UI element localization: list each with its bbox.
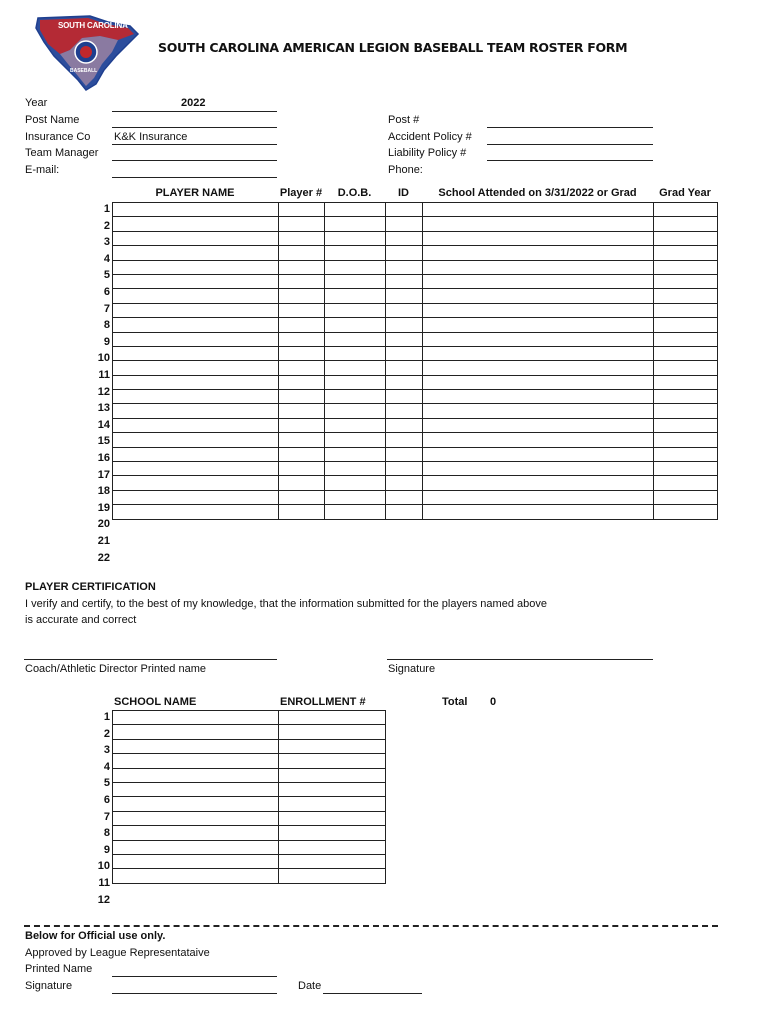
team-manager-label: Team Manager	[25, 147, 99, 159]
roster-cell[interactable]	[279, 433, 325, 447]
school-name-cell[interactable]	[113, 739, 279, 753]
roster-cell[interactable]	[423, 303, 654, 317]
roster-cell[interactable]	[423, 418, 654, 432]
roster-cell[interactable]	[423, 246, 654, 260]
school-name-cell[interactable]	[113, 754, 279, 768]
roster-cell[interactable]	[279, 246, 325, 260]
roster-cell[interactable]	[325, 231, 386, 245]
header-id: ID	[398, 187, 409, 199]
enrollment-cell[interactable]	[279, 854, 386, 868]
roster-cell[interactable]	[325, 203, 386, 217]
roster-cell[interactable]	[325, 476, 386, 490]
roster-row	[113, 289, 718, 303]
roster-cell[interactable]	[325, 447, 386, 461]
year-line	[112, 111, 277, 112]
roster-cell[interactable]	[654, 346, 718, 360]
roster-cell[interactable]	[325, 246, 386, 260]
roster-cell[interactable]	[279, 318, 325, 332]
roster-cell[interactable]	[279, 462, 325, 476]
roster-cell[interactable]	[279, 447, 325, 461]
roster-cell[interactable]	[325, 490, 386, 504]
roster-row-number: 10	[97, 352, 110, 365]
roster-cell[interactable]	[654, 361, 718, 375]
logo-text: SOUTH CAROLINA	[58, 21, 128, 30]
roster-cell[interactable]	[279, 390, 325, 404]
roster-cell[interactable]	[113, 203, 279, 217]
phone-label: Phone:	[388, 164, 423, 176]
roster-row-number: 1	[103, 203, 110, 215]
accident-line	[487, 127, 653, 128]
roster-cell[interactable]	[279, 274, 325, 288]
roster-cell[interactable]	[113, 490, 279, 504]
cert-signature-line[interactable]	[387, 659, 653, 660]
roster-cell[interactable]	[423, 476, 654, 490]
post-name-line	[112, 127, 277, 128]
form-title: SOUTH CAROLINA AMERICAN LEGION BASEBALL TEAM ROSTER FORM	[158, 40, 628, 55]
roster-row-number: 15	[97, 435, 110, 448]
roster-cell[interactable]	[279, 404, 325, 418]
coach-name-label: Coach/Athletic Director Printed name	[25, 663, 206, 675]
roster-row	[113, 246, 718, 260]
roster-cell[interactable]	[386, 490, 423, 504]
roster-row	[113, 476, 718, 490]
roster-cell[interactable]	[423, 260, 654, 274]
school-row-number: 1	[103, 711, 110, 723]
roster-cell[interactable]	[654, 318, 718, 332]
enrollment-cell[interactable]	[279, 811, 386, 825]
roster-cell[interactable]	[113, 447, 279, 461]
roster-cell[interactable]	[654, 274, 718, 288]
school-row-number: 7	[103, 810, 110, 823]
roster-cell[interactable]	[386, 289, 423, 303]
roster-cell[interactable]	[325, 217, 386, 231]
roster-cell[interactable]	[113, 217, 279, 231]
coach-name-line[interactable]	[24, 659, 277, 660]
insurance-label: Insurance Co	[25, 131, 91, 143]
school-row-number: 4	[103, 760, 110, 773]
school-row-number: 2	[103, 727, 110, 740]
roster-cell[interactable]	[423, 433, 654, 447]
roster-row	[113, 404, 718, 418]
roster-cell[interactable]	[113, 231, 279, 245]
roster-cell[interactable]	[654, 303, 718, 317]
roster-row	[113, 418, 718, 432]
roster-row	[113, 274, 718, 288]
roster-cell[interactable]	[386, 303, 423, 317]
school-name-cell[interactable]	[113, 869, 279, 883]
roster-cell[interactable]	[279, 476, 325, 490]
roster-cell[interactable]	[654, 462, 718, 476]
roster-cell[interactable]	[113, 433, 279, 447]
roster-cell[interactable]	[113, 332, 279, 346]
roster-cell[interactable]	[113, 289, 279, 303]
roster-row	[113, 375, 718, 389]
header-player-name: PLAYER NAME	[155, 187, 235, 199]
post-num-label: Post #	[388, 114, 420, 126]
roster-row	[113, 447, 718, 461]
roster-cell[interactable]	[423, 217, 654, 231]
state-logo	[30, 10, 142, 92]
email-label: E-mail:	[25, 164, 60, 176]
roster-row-number: 21	[97, 535, 110, 547]
logo-sub: BASEBALL	[70, 68, 98, 74]
roster-row	[113, 303, 718, 317]
roster-cell[interactable]	[386, 476, 423, 490]
roster-cell[interactable]	[113, 246, 279, 260]
roster-cell[interactable]	[386, 447, 423, 461]
year-value[interactable]: 2022	[181, 97, 206, 109]
roster-cell[interactable]	[113, 361, 279, 375]
school-name-cell[interactable]	[113, 768, 279, 782]
roster-row-number: 12	[97, 385, 110, 398]
roster-cell[interactable]	[113, 390, 279, 404]
insurance-field[interactable]: K&K Insurance	[114, 131, 188, 143]
roster-cell[interactable]	[386, 418, 423, 432]
roster-row-number: 14	[97, 418, 110, 431]
roster-cell[interactable]	[654, 217, 718, 231]
roster-row-number: 13	[97, 402, 110, 415]
roster-cell[interactable]	[654, 289, 718, 303]
school-row	[113, 826, 386, 840]
cert-signature-label: Signature	[388, 663, 436, 675]
roster-cell[interactable]	[386, 404, 423, 418]
roster-cell[interactable]	[386, 231, 423, 245]
school-name-cell[interactable]	[113, 854, 279, 868]
liability-line	[487, 144, 653, 145]
header-player-num: Player #	[279, 187, 323, 199]
roster-cell[interactable]	[113, 346, 279, 360]
roster-cell[interactable]	[386, 332, 423, 346]
accident-label: Accident Policy #	[388, 131, 472, 143]
roster-row	[113, 361, 718, 375]
school-row	[113, 854, 386, 868]
roster-cell[interactable]	[279, 203, 325, 217]
roster-cell[interactable]	[279, 361, 325, 375]
roster-row	[113, 231, 718, 245]
header-dob: D.O.B.	[337, 187, 372, 199]
roster-cell[interactable]	[386, 375, 423, 389]
enrollment-cell[interactable]	[279, 782, 386, 796]
roster-cell[interactable]	[386, 217, 423, 231]
roster-cell[interactable]	[423, 375, 654, 389]
roster-cell[interactable]	[325, 332, 386, 346]
roster-cell[interactable]	[279, 505, 325, 519]
team-manager-line	[112, 160, 277, 161]
liability-label: Liability Policy #	[388, 147, 467, 159]
roster-cell[interactable]	[325, 260, 386, 274]
official-date-line[interactable]	[323, 993, 422, 994]
roster-cell[interactable]	[654, 231, 718, 245]
roster-cell[interactable]	[325, 318, 386, 332]
school-row	[113, 725, 386, 739]
phone-line	[487, 160, 653, 161]
roster-cell[interactable]	[325, 404, 386, 418]
roster-cell[interactable]	[325, 274, 386, 288]
roster-cell[interactable]	[325, 346, 386, 360]
school-row	[113, 768, 386, 782]
school-name-cell[interactable]	[113, 782, 279, 796]
school-row	[113, 711, 386, 725]
roster-row	[113, 462, 718, 476]
roster-cell[interactable]	[654, 260, 718, 274]
official-heading: Below for Official use only.	[25, 930, 166, 942]
header-grad-year: Grad Year	[659, 187, 711, 199]
roster-row	[113, 332, 718, 346]
roster-cell[interactable]	[113, 303, 279, 317]
roster-row-number: 16	[97, 452, 110, 464]
roster-row	[113, 203, 718, 217]
roster-row	[113, 346, 718, 360]
official-signature-label: Signature	[25, 980, 73, 992]
roster-cell[interactable]	[423, 289, 654, 303]
roster-row-number: 3	[103, 236, 110, 249]
school-row-number: 6	[103, 794, 110, 806]
official-approved: Approved by League Representataive	[25, 947, 210, 959]
official-printed-name-line[interactable]	[112, 976, 277, 977]
roster-cell[interactable]	[279, 289, 325, 303]
roster-cell[interactable]	[113, 462, 279, 476]
cert-line-1: I verify and certify, to the best of my knowledge, that the information submitted for the players named above	[25, 598, 547, 610]
roster-row-number: 22	[97, 551, 110, 564]
roster-cell[interactable]	[386, 346, 423, 360]
school-row	[113, 797, 386, 811]
roster-cell[interactable]	[423, 318, 654, 332]
roster-cell[interactable]	[113, 505, 279, 519]
school-row-number: 9	[103, 843, 110, 856]
roster-cell[interactable]	[386, 433, 423, 447]
school-row	[113, 869, 386, 883]
roster-cell[interactable]	[654, 418, 718, 432]
roster-cell[interactable]	[279, 303, 325, 317]
roster-cell[interactable]	[423, 390, 654, 404]
roster-cell[interactable]	[279, 490, 325, 504]
roster-row-number: 20	[97, 518, 110, 531]
roster-cell[interactable]	[325, 390, 386, 404]
roster-cell[interactable]	[386, 246, 423, 260]
roster-row-number: 11	[98, 369, 110, 381]
school-name-cell[interactable]	[113, 826, 279, 840]
official-date-label: Date	[298, 980, 322, 992]
roster-row	[113, 260, 718, 274]
roster-cell[interactable]	[386, 505, 423, 519]
school-row	[113, 782, 386, 796]
roster-cell[interactable]	[113, 404, 279, 418]
roster-row-number: 2	[103, 219, 110, 232]
roster-cell[interactable]	[386, 318, 423, 332]
school-table	[112, 710, 386, 884]
school-row-number: 5	[103, 777, 110, 790]
roster-row-number: 18	[97, 485, 110, 498]
official-divider	[24, 925, 718, 927]
roster-row	[113, 217, 718, 231]
school-name-header: SCHOOL NAME	[114, 696, 197, 708]
roster-cell[interactable]	[654, 390, 718, 404]
roster-cell[interactable]	[113, 375, 279, 389]
roster-cell[interactable]	[654, 203, 718, 217]
official-printed-name-label: Printed Name	[25, 963, 93, 975]
roster-cell[interactable]	[423, 505, 654, 519]
roster-cell[interactable]	[279, 346, 325, 360]
school-row	[113, 811, 386, 825]
school-row	[113, 840, 386, 854]
enrollment-header: ENROLLMENT #	[280, 696, 366, 708]
enrollment-cell[interactable]	[279, 768, 386, 782]
roster-row	[113, 433, 718, 447]
roster-cell[interactable]	[279, 332, 325, 346]
roster-cell[interactable]	[325, 505, 386, 519]
roster-cell[interactable]	[325, 303, 386, 317]
cert-line-2: is accurate and correct	[25, 614, 137, 626]
roster-cell[interactable]	[113, 318, 279, 332]
roster-cell[interactable]	[654, 490, 718, 504]
year-label: Year	[25, 97, 48, 109]
roster-cell[interactable]	[113, 274, 279, 288]
roster-cell[interactable]	[279, 217, 325, 231]
roster-cell[interactable]	[386, 203, 423, 217]
roster-cell[interactable]	[279, 418, 325, 432]
roster-cell[interactable]	[423, 361, 654, 375]
roster-row-number: 4	[103, 252, 110, 265]
roster-cell[interactable]	[386, 462, 423, 476]
roster-row-number: 9	[103, 335, 110, 348]
roster-cell[interactable]	[325, 418, 386, 432]
school-name-cell[interactable]	[113, 711, 279, 725]
school-row-number: 12	[97, 893, 110, 906]
school-row-number: 3	[103, 744, 110, 757]
enrollment-cell[interactable]	[279, 797, 386, 811]
roster-cell[interactable]	[423, 447, 654, 461]
roster-cell[interactable]	[654, 404, 718, 418]
enrollment-cell[interactable]	[279, 725, 386, 739]
roster-cell[interactable]	[325, 433, 386, 447]
roster-cell[interactable]	[113, 260, 279, 274]
roster-cell[interactable]	[325, 462, 386, 476]
roster-cell[interactable]	[654, 375, 718, 389]
email-line	[112, 177, 277, 178]
roster-cell[interactable]	[325, 375, 386, 389]
roster-cell[interactable]	[423, 203, 654, 217]
roster-cell[interactable]	[423, 404, 654, 418]
roster-row-number: 19	[97, 501, 110, 514]
insurance-line	[112, 144, 277, 145]
roster-row-number: 17	[97, 468, 110, 481]
school-row	[113, 754, 386, 768]
roster-cell[interactable]	[113, 476, 279, 490]
roster-cell[interactable]	[279, 375, 325, 389]
school-name-cell[interactable]	[113, 811, 279, 825]
roster-cell[interactable]	[654, 332, 718, 346]
enrollment-cell[interactable]	[279, 754, 386, 768]
roster-cell[interactable]	[654, 505, 718, 519]
roster-cell[interactable]	[654, 433, 718, 447]
roster-cell[interactable]	[423, 231, 654, 245]
roster-cell[interactable]	[423, 462, 654, 476]
roster-cell[interactable]	[386, 274, 423, 288]
school-name-cell[interactable]	[113, 797, 279, 811]
roster-row-number: 6	[103, 286, 110, 298]
roster-row-number: 7	[103, 302, 110, 315]
roster-cell[interactable]	[325, 361, 386, 375]
cert-heading: PLAYER CERTIFICATION	[25, 581, 156, 593]
roster-row	[113, 505, 718, 519]
enrollment-cell[interactable]	[279, 711, 386, 725]
roster-row-number: 8	[103, 319, 110, 332]
header-school: School Attended on 3/31/2022 or Grad	[438, 187, 637, 199]
enrollment-cell[interactable]	[279, 869, 386, 883]
roster-cell[interactable]	[423, 332, 654, 346]
school-name-cell[interactable]	[113, 840, 279, 854]
roster-row	[113, 490, 718, 504]
roster-row-number: 5	[103, 269, 110, 282]
school-row	[113, 739, 386, 753]
roster-row	[113, 390, 718, 404]
total-label: Total	[442, 696, 468, 708]
roster-table	[112, 202, 718, 520]
roster-cell[interactable]	[279, 260, 325, 274]
roster-cell[interactable]	[279, 231, 325, 245]
roster-cell[interactable]	[423, 490, 654, 504]
roster-cell[interactable]	[386, 390, 423, 404]
enrollment-cell[interactable]	[279, 739, 386, 753]
roster-cell[interactable]	[386, 260, 423, 274]
school-row-number: 11	[98, 877, 110, 889]
school-name-cell[interactable]	[113, 725, 279, 739]
total-value: 0	[490, 696, 497, 708]
roster-row	[113, 318, 718, 332]
roster-cell[interactable]	[325, 289, 386, 303]
roster-cell[interactable]	[654, 476, 718, 490]
roster-cell[interactable]	[423, 346, 654, 360]
roster-cell[interactable]	[423, 274, 654, 288]
official-signature-line[interactable]	[112, 993, 277, 994]
school-row-number: 10	[97, 860, 110, 873]
enrollment-cell[interactable]	[279, 826, 386, 840]
post-name-label: Post Name	[25, 114, 80, 126]
roster-cell[interactable]	[654, 447, 718, 461]
roster-cell[interactable]	[654, 246, 718, 260]
school-row-number: 8	[103, 827, 110, 840]
roster-cell[interactable]	[386, 361, 423, 375]
enrollment-cell[interactable]	[279, 840, 386, 854]
roster-cell[interactable]	[113, 418, 279, 432]
